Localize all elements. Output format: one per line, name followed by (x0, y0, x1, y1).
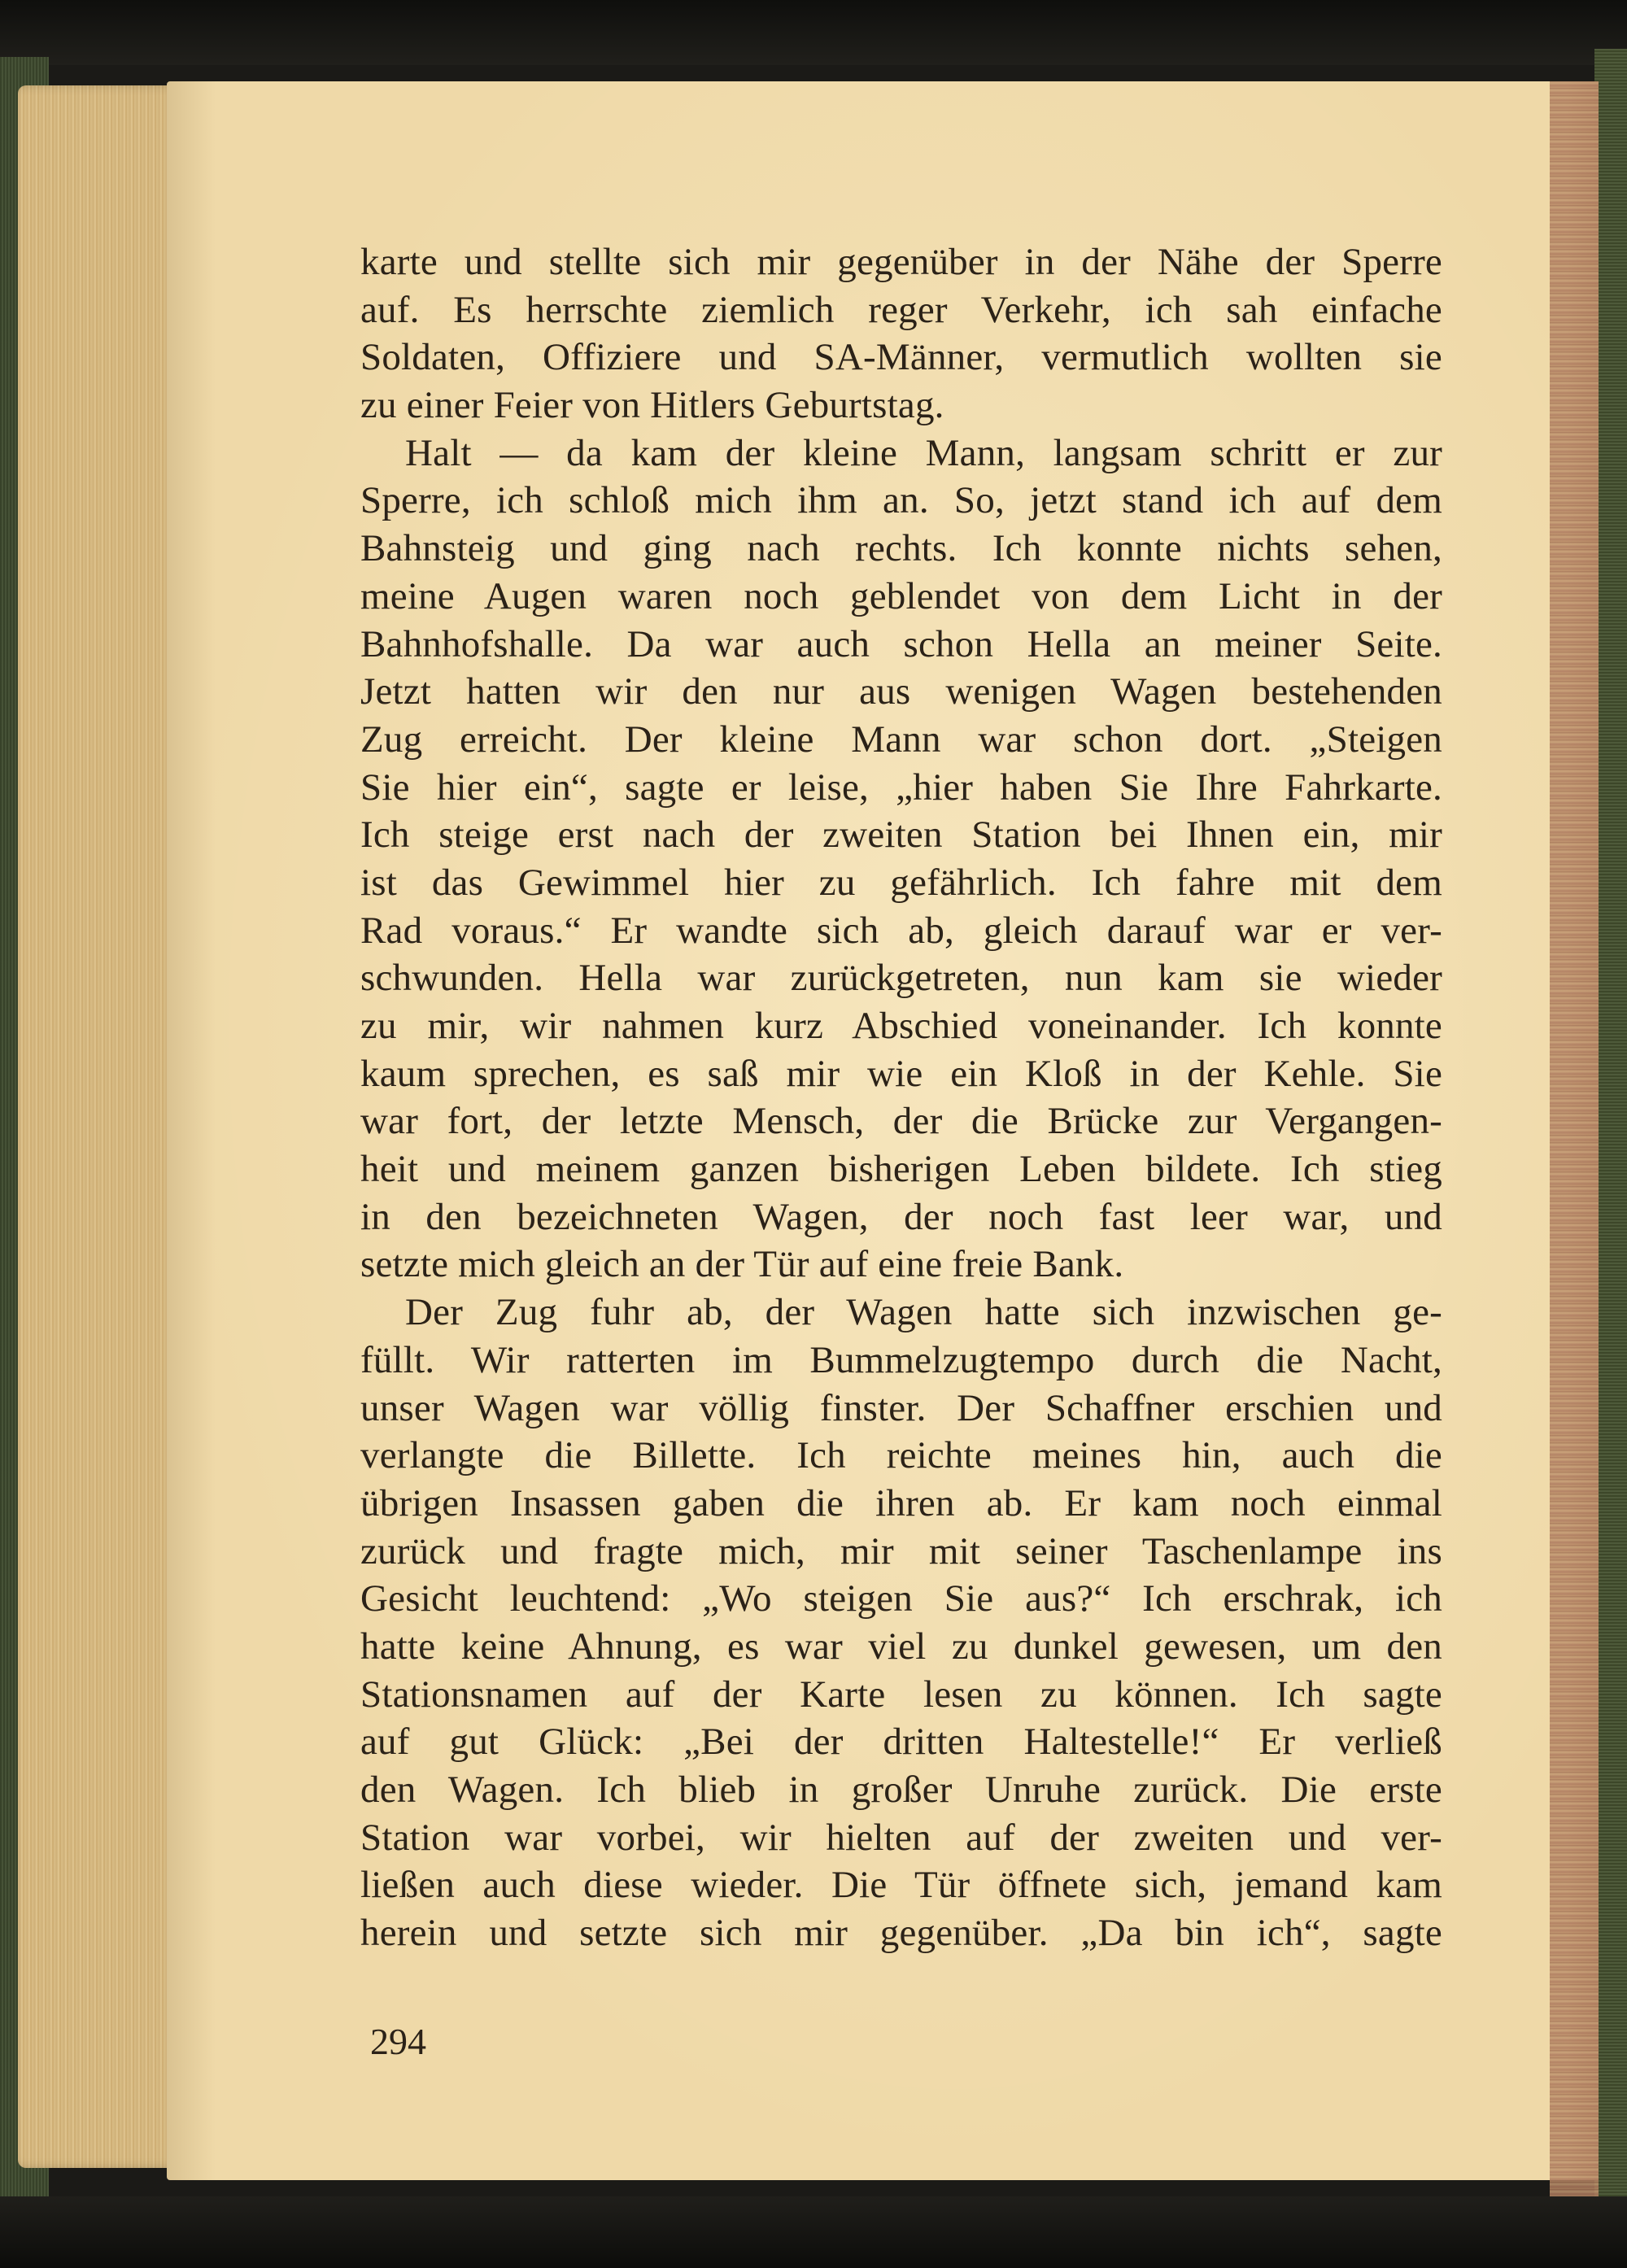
book-cover-right (1594, 49, 1627, 2196)
paragraph-start-line: Halt — da kam der kleine Mann, langsam schritt er zur (405, 431, 1442, 474)
text-line: zurück und fragte mich, mir mit seiner Taschenlampe ins (360, 1529, 1442, 1572)
text-line: Ich steige erst nach der zweiten Station bei Ihnen ein, mir (360, 813, 1442, 857)
text-line: Sperre, ich schloß mich ihm an. So, jetzt stand ich auf dem (360, 479, 1442, 522)
text-line: Jetzt hatten wir den nur aus wenigen Wagen bestehenden (360, 670, 1442, 713)
text-line: kaum sprechen, es saß mir wie ein Kloß in der Kehle. Sie (360, 1052, 1442, 1095)
text-line: auf. Es herrschte ziemlich reger Verkehr, ich sah einfache (360, 288, 1442, 331)
text-line: zu mir, wir nahmen kurz Abschied voneinander. Ich konnte (360, 1005, 1442, 1047)
text-line: in den bezeichneten Wagen, der noch fast leer war, und (360, 1195, 1442, 1238)
text-line: war fort, der letzte Mensch, der die Brücke zur Vergangen- (360, 1100, 1442, 1143)
text-line: Soldaten, Offiziere und SA-Männer, vermutlich wollten sie (360, 336, 1442, 379)
page-edges-stack (18, 85, 185, 2168)
text-line: den Wagen. Ich blieb in großer Unruhe zurück. Die erste (360, 1769, 1442, 1811)
text-line: Sie hier ein“, sagte er leise, „hier haben Sie Ihre Fahrkarte. (360, 765, 1442, 809)
text-line: auf gut Glück: „Bei der dritten Haltestelle!“ Er verließ (360, 1721, 1442, 1764)
page-number: 294 (370, 2021, 426, 2062)
text-line: ließen auch diese wieder. Die Tür öffnete sich, jemand kam (360, 1864, 1442, 1907)
text-line: Bahnsteig und ging nach rechts. Ich konnte nichts sehen, (360, 527, 1442, 570)
text-line: Gesicht leuchtend: „Wo steigen Sie aus?“ Ich erschrak, ich (360, 1577, 1442, 1620)
text-line: verlangte die Billette. Ich reichte meines hin, auch die (360, 1434, 1442, 1477)
text-line: herein und setzte sich mir gegenüber. „Da bin ich“, sagte (360, 1912, 1442, 1955)
text-line: hatte keine Ahnung, es war viel zu dunkel gewesen, um den (360, 1625, 1442, 1668)
text-line: Stationsnamen auf der Karte lesen zu können. Ich sagte (360, 1673, 1442, 1716)
text-line: setzte mich gleich an der Tür auf eine freie Bank. (360, 1243, 1124, 1286)
text-line: Station war vorbei, wir hielten auf der zweiten und ver- (360, 1816, 1442, 1859)
text-line: unser Wagen war völlig finster. Der Schaffner erschien und (360, 1386, 1442, 1429)
text-line: Rad voraus.“ Er wandte sich ab, gleich darauf war er ver- (360, 909, 1442, 952)
text-line: ist das Gewimmel hier zu gefährlich. Ich fahre mit dem (360, 861, 1442, 904)
text-line: heit und meinem ganzen bisherigen Leben bildete. Ich stieg (360, 1148, 1442, 1191)
text-line: meine Augen waren noch geblendet von dem Licht in der (360, 574, 1442, 617)
text-line: karte und stellte sich mir gegenüber in der Nähe der Sperre (360, 241, 1442, 283)
text-line: schwunden. Hella war zurückgetreten, nun kam sie wieder (360, 957, 1442, 1000)
text-line: Zug erreicht. Der kleine Mann war schon dort. „Steigen (360, 717, 1442, 761)
page-fore-edge (1550, 81, 1599, 2196)
body-text (360, 238, 1442, 1957)
text-line: Bahnhofshalle. Da war auch schon Hella an meiner Seite. (360, 622, 1442, 665)
text-line: zu einer Feier von Hitlers Geburtstag. (360, 384, 944, 427)
text-line: füllt. Wir ratterten im Bummelzugtempo durch die Nacht, (360, 1338, 1442, 1381)
text-line: übrigen Insassen gaben die ihren ab. Er kam noch einmal (360, 1481, 1442, 1524)
scan-background-bottom (0, 2196, 1627, 2268)
scan-background-top (0, 0, 1627, 65)
paragraph-start-line: Der Zug fuhr ab, der Wagen hatte sich inzwischen ge- (405, 1291, 1442, 1334)
